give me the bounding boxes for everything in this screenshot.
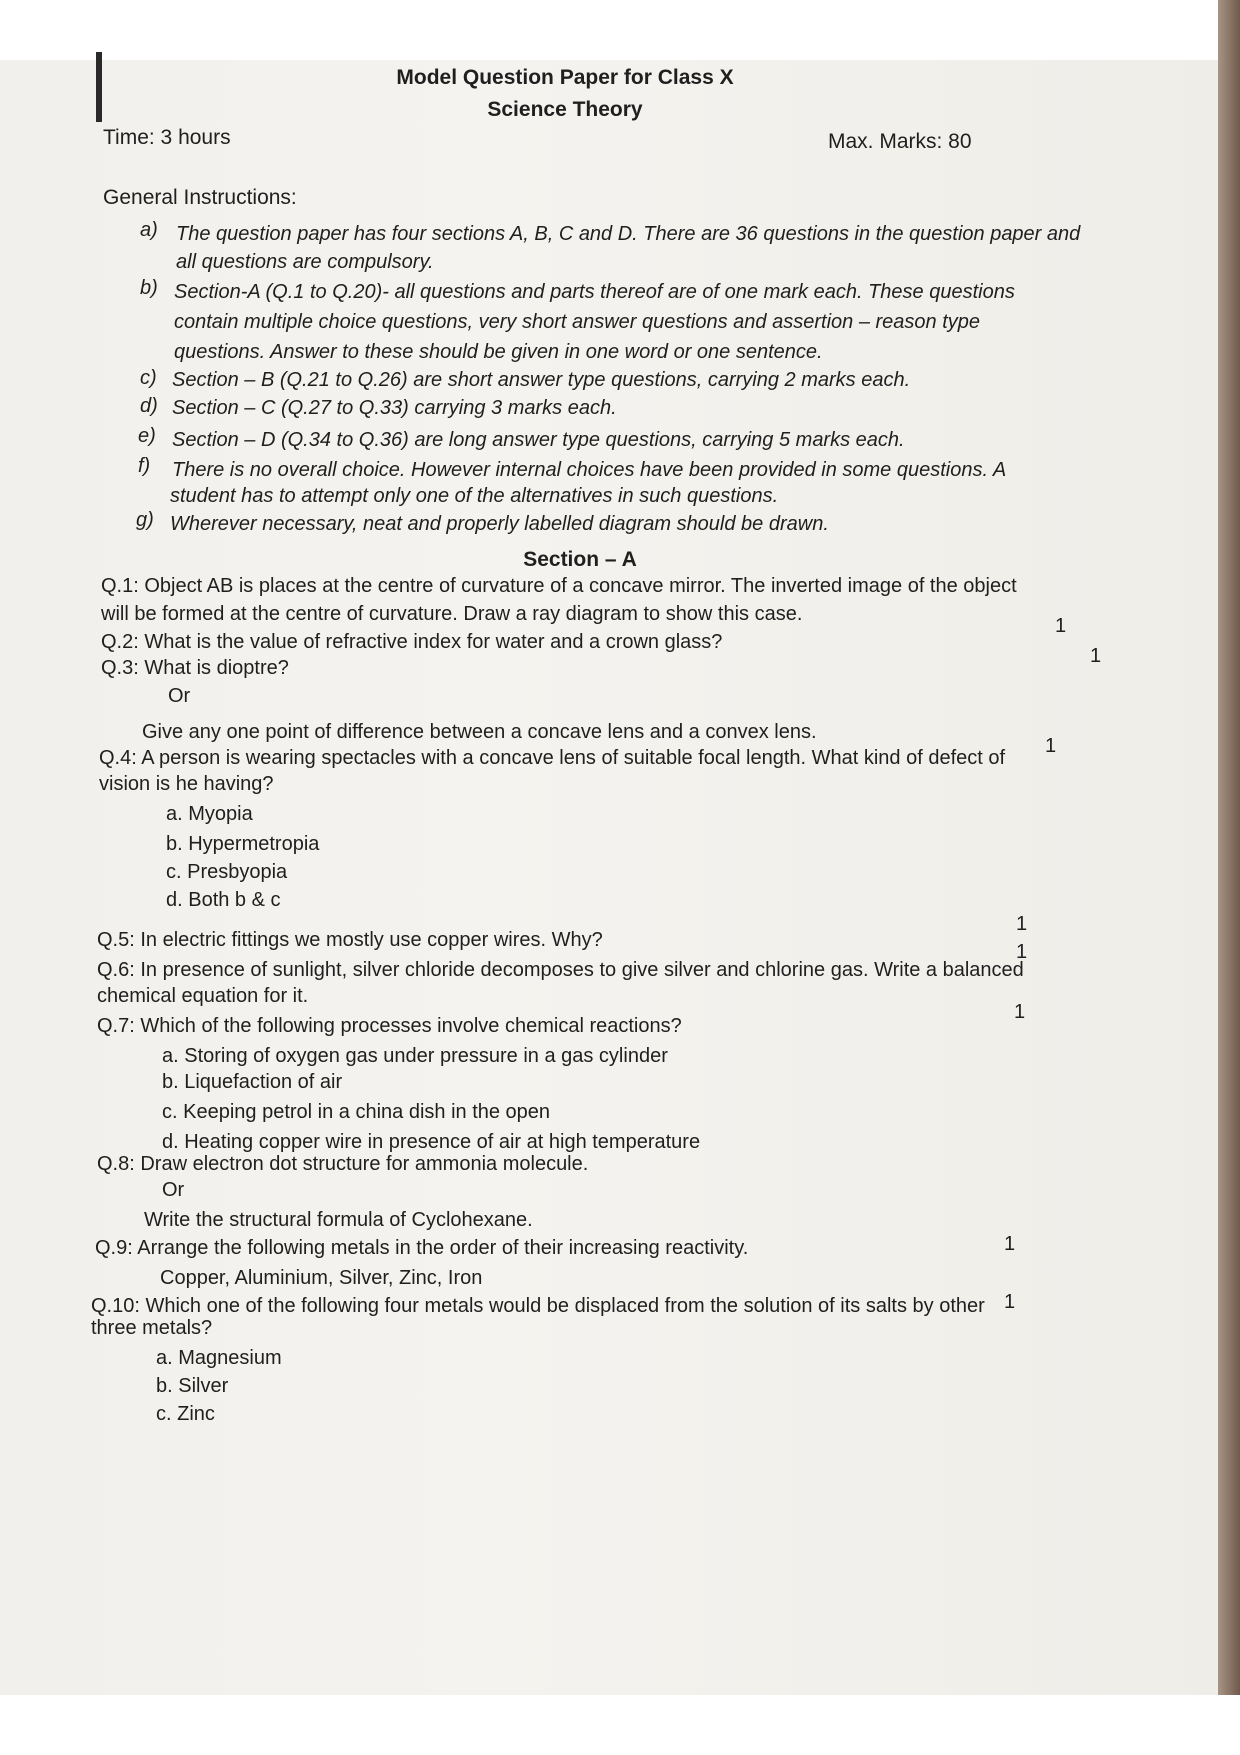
instruction-line: The question paper has four sections A, B, C and D. There are 36 questions in the question paper and: [176, 223, 1081, 245]
instruction-line: Wherever necessary, neat and properly labelled diagram should be drawn.: [170, 513, 829, 535]
instruction-line: Section – C (Q.27 to Q.33) carrying 3 marks each.: [172, 397, 617, 419]
instruction-line: contain multiple choice questions, very short answer questions and assertion – reason type: [174, 311, 981, 333]
option: a. Magnesium: [156, 1347, 282, 1369]
instruction-line: student has to attempt only one of the alternatives in such questions.: [170, 485, 779, 507]
time-allowed: Time: 3 hours: [103, 126, 231, 149]
marks-label: 1: [1016, 913, 1028, 935]
option: b. Hypermetropia: [166, 833, 320, 855]
instruction-line: Section – D (Q.34 to Q.36) are long answer type questions, carrying 5 marks each.: [172, 429, 905, 451]
option: a. Storing of oxygen gas under pressure in a gas cylinder: [162, 1045, 668, 1067]
option: b. Liquefaction of air: [162, 1071, 343, 1093]
instruction-line: questions. Answer to these should be given in one word or one sentence.: [174, 341, 823, 363]
instruction-line: Section-A (Q.1 to Q.20)- all questions and parts thereof are of one mark each. These questions: [174, 281, 1015, 303]
marks-label: 1: [1090, 645, 1102, 667]
instruction-line: all questions are compulsory.: [176, 251, 434, 273]
option: c. Zinc: [156, 1403, 215, 1425]
marks-label: 1: [1004, 1233, 1016, 1255]
marks-label: 1: [1014, 1001, 1026, 1023]
option: b. Silver: [156, 1375, 229, 1397]
instruction-line: Section – B (Q.21 to Q.26) are short answer type questions, carrying 2 marks each.: [172, 369, 911, 391]
option: c. Presbyopia: [166, 861, 288, 883]
paper-subtitle: Science Theory: [487, 98, 643, 121]
marks-label: 1: [1055, 615, 1067, 637]
marks-label: 1: [1045, 735, 1057, 757]
paper-title: Model Question Paper for Class X: [396, 66, 734, 89]
instruction-line: There is no overall choice. However internal choices have been provided in some questions. A: [172, 459, 1007, 481]
option: a. Myopia: [166, 803, 253, 825]
marks-label: 1: [1004, 1291, 1016, 1313]
or-label: Or: [162, 1179, 185, 1201]
instructions-heading: General Instructions:: [103, 186, 297, 209]
max-marks: Max. Marks: 80: [828, 130, 972, 153]
metal-list: Copper, Aluminium, Silver, Zinc, Iron: [160, 1267, 483, 1289]
section-heading: Section – A: [523, 548, 637, 571]
option: d. Both b & c: [166, 889, 281, 911]
option: c. Keeping petrol in a china dish in the open: [162, 1101, 551, 1123]
option: d. Heating copper wire in presence of air at high temperature: [162, 1131, 701, 1153]
or-label: Or: [168, 685, 191, 707]
marks-label: 1: [1016, 941, 1028, 963]
paper-content: Model Question Paper for Class X Science Theory Time: 3 hours Max. Marks: 80 General Instructions: a) The question paper has four sections A, B, C and D. There are 36 questions in the question paper and all questions are compulsory. b) Section-A (Q.1 to Q.20)- all questions and parts thereof are of one mark each. These questions contain multiple choice questions, very short answer questions and assertion – reason type questions. Answer to these should be given in one word or one sentence. c) Section – B (Q.21 to Q.26) are short answer type questions, carrying 2 marks each. d) Section – C (Q.27 to Q.33) carrying 3 marks each. e) Section – D (Q.34 to Q.36) are long answer type questions, carrying 5 marks each. f) There is no overall choice. However internal choices have been provided in some questions. A student has to attempt only one of the alternatives in such questions. g) Wherever necessary, neat and properly labelled diagram should be drawn. Section – A Q.1: Object AB is places at the centre of curvature of a concave mirror. The inverted image of the object will be formed at the centre of curvature. Draw a ray diagram to show this case. 1 Q.2: What is the value of refractive index for water and a crown glass? 1 Q.3: What is dioptre? Or Give any one point of difference between a concave lens and a convex lens. 1 Q.4: A person is wearing spectacles with a concave lens of suitable focal length. What kind of defect of vision is he having? a. Myopia b. Hypermetropia c. Presbyopia d. Both b & c 1 Q.5: In electric fittings we mostly use copper wires. Why? 1 Q.6: In presence of sunlight, silver chloride decomposes to give silver and chlorine gas. Write a balanced chemical equation for it. 1 Q.7: Which of the following processes involve chemical reactions? a. Storing of oxygen gas under pressure in a gas cylinder b. Liquefaction of air c. Keeping petrol in a china dish in the open d. Heating copper wire in presence of air at high temperature Q.8: Draw electron dot structure for ammonia molecule. Or Write the structural formula of Cyclohexane. 1 Q.9: Arrange the following metals in the order of their increasing reactivity. Copper, Aluminium, Silver, Zinc, Iron 1 Q.10: Which one of the following four metals would be displaced from the solution of its salts by other three metals? a. Magnesium b. Silver c. Zinc: [0, 0, 1240, 1755]
